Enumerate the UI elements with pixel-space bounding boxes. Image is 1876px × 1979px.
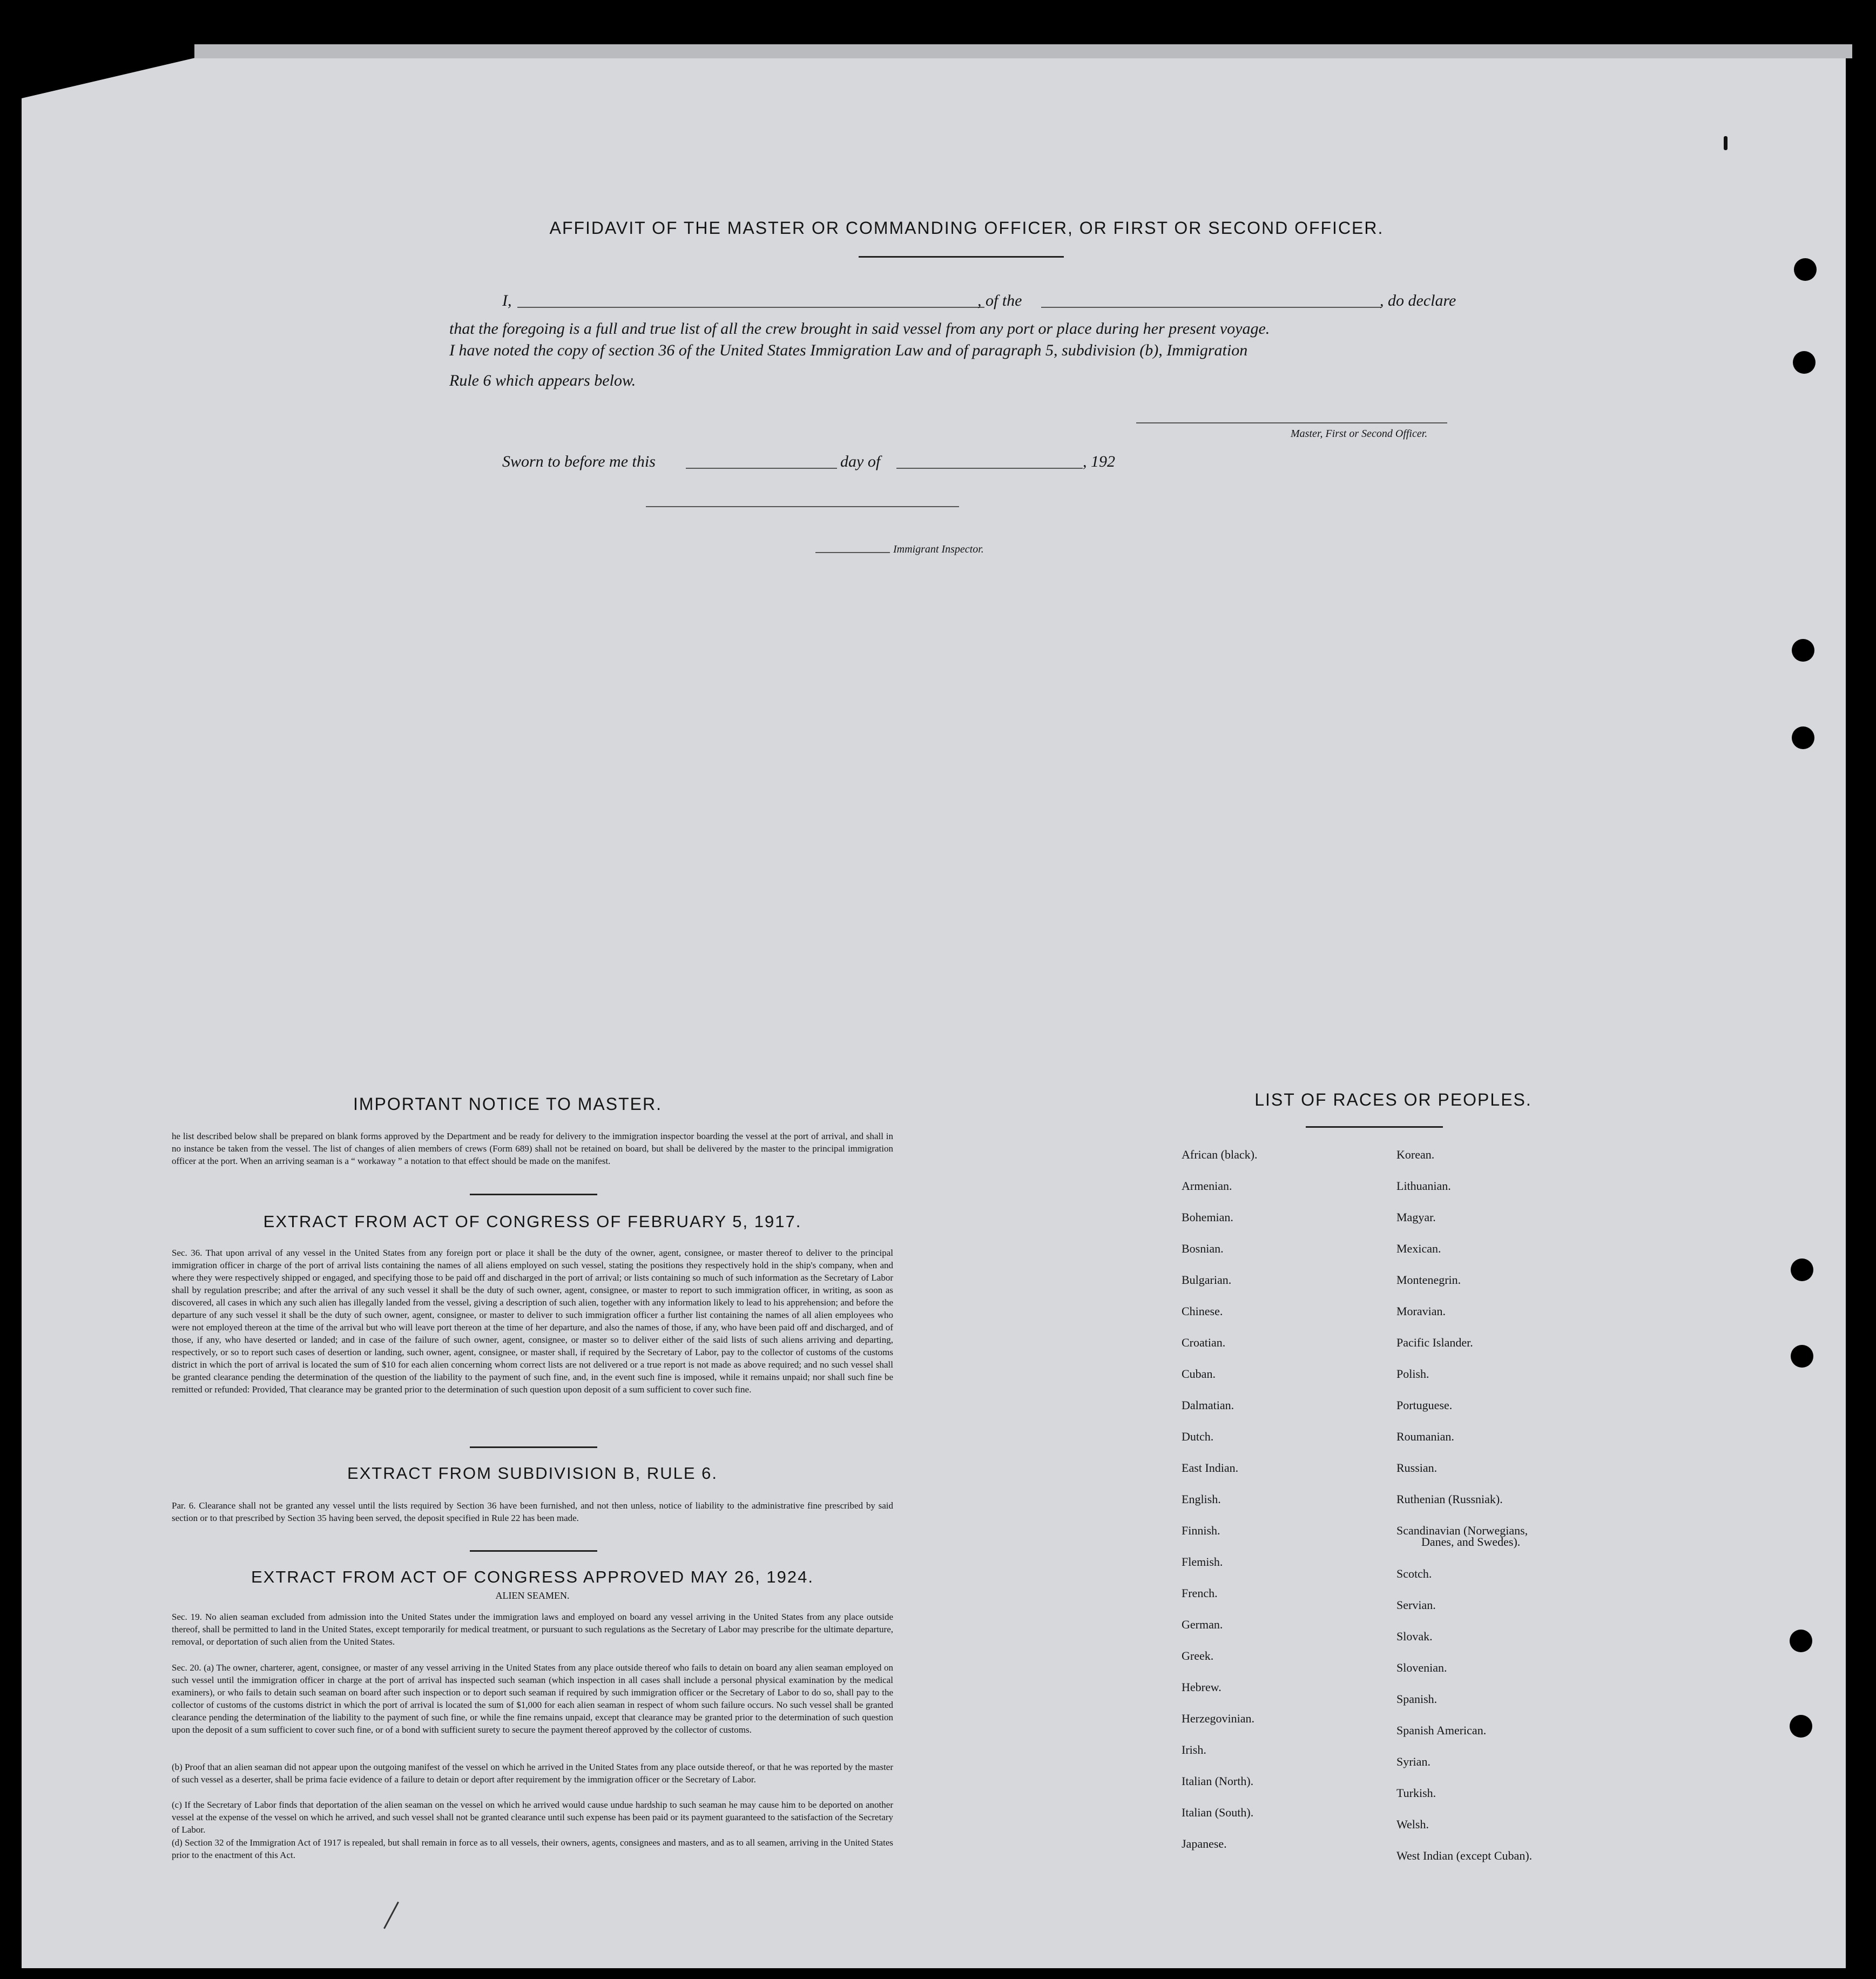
affidavit-line-4: Rule 6 which appears below. [449, 372, 636, 389]
race-item: Ruthenian (Russniak). [1396, 1492, 1503, 1506]
master-signature-label: Master, First or Second Officer. [1291, 428, 1428, 440]
race-item: Montenegrin. [1396, 1273, 1461, 1287]
race-item: Armenian. [1182, 1179, 1232, 1193]
race-item: Bohemian. [1182, 1210, 1233, 1224]
race-item: Syrian. [1396, 1755, 1430, 1768]
page-mark [1724, 136, 1727, 150]
vessel-blank [1041, 307, 1381, 308]
race-item: Lithuanian. [1396, 1179, 1451, 1193]
rule-6-body: Par. 6. Clearance shall not be granted any vessel until the lists required by Section 36 have been furnished, and not then unless, notice of liability to the administrative fine prescribed by said section or to that prescribed by Section 35 having been served, the deposit specified in Rule 22 has been made. [172, 1500, 893, 1523]
notice-title: IMPORTANT NOTICE TO MASTER. [353, 1094, 662, 1114]
race-item: Turkish. [1396, 1786, 1436, 1800]
master-signature-line [1136, 422, 1447, 423]
sworn-year: , 192 [1083, 453, 1115, 470]
name-blank [517, 307, 984, 308]
race-item: Cuban. [1182, 1367, 1216, 1381]
notice-body: he list described below shall be prepared on blank forms approved by the Department and be ready for delivery to the immigration inspector boarding the vessel at the port of arrival, and shall in no instance be taken from the vessel. The list of changes of alien members of crews (Form 689) shall not be retained on board, but shall be delivered by the master to the principal immigration officer at the port. When an arriving seaman is a “ workaway ” a notation to that effect should be made on the manifest. [172, 1131, 893, 1166]
race-item: Scotch. [1396, 1567, 1432, 1580]
race-item: Servian. [1396, 1598, 1436, 1612]
affidavit-line-2: that the foregoing is a full and true list of all the crew brought in said vessel from any port or place during her present voyage. [449, 320, 1270, 338]
race-item: English. [1182, 1492, 1221, 1506]
race-item: Scandinavian (Norwegians, [1396, 1524, 1528, 1537]
race-item: Hebrew. [1182, 1680, 1222, 1694]
binder-hole [1794, 258, 1817, 281]
inspector-label: Immigrant Inspector. [893, 543, 984, 555]
race-item: Magyar. [1396, 1210, 1436, 1224]
rule-6-title: EXTRACT FROM SUBDIVISION B, RULE 6. [347, 1464, 718, 1483]
affidavit-title: AFFIDAVIT OF THE MASTER OR COMMANDING OFFICER, OR FIRST OR SECOND OFFICER. [549, 218, 1384, 238]
race-item: Portuguese. [1396, 1398, 1453, 1412]
race-item: Chinese. [1182, 1304, 1223, 1318]
inspector-signature-line [646, 506, 959, 507]
race-item: Mexican. [1396, 1242, 1441, 1255]
race-item: West Indian (except Cuban). [1396, 1849, 1533, 1862]
races-divider [1306, 1126, 1443, 1128]
race-item: Bosnian. [1182, 1242, 1224, 1255]
sworn-day-blank [686, 468, 837, 469]
sworn-text: Sworn to before me this [502, 453, 656, 470]
affidavit-line-3: I have noted the copy of section 36 of the United States Immigration Law and of paragraph 5, subdivision (b), Immigration [449, 341, 1248, 359]
race-item: Dalmatian. [1182, 1398, 1234, 1412]
race-item: Slovenian. [1396, 1661, 1447, 1674]
sworn-month-blank [896, 468, 1083, 469]
affidavit-i: I, [502, 292, 512, 309]
extract-1924-sec20d: (d) Section 32 of the Immigration Act of 1917 is repealed, but shall remain in force as to all vessels, their owners, agents, consignees and masters, and as to all seamen, arriving in the United States prior to the enactment of this Act. [172, 1837, 893, 1860]
race-item: Roumanian. [1396, 1430, 1454, 1443]
race-item: Japanese. [1182, 1837, 1227, 1850]
race-item: East Indian. [1182, 1461, 1239, 1475]
race-item: Herzegovinian. [1182, 1712, 1254, 1725]
race-item: Slovak. [1396, 1630, 1433, 1643]
races-title: LIST OF RACES OR PEOPLES. [1254, 1090, 1532, 1109]
race-item: Italian (North). [1182, 1774, 1254, 1788]
extract-1924-sec20c: (c) If the Secretary of Labor finds that deportation of the alien seaman on the vessel on which he arrived would cause undue hardship to such seaman he may cause him to be deported on another vessel at the expense of the vessel on which he arrived, and such vessel shall not be granted clearance until such expense has been paid or its payment guaranteed to the satisfaction of the Secretary of Labor. [172, 1800, 893, 1835]
race-item: Italian (South). [1182, 1806, 1254, 1819]
race-item: Moravian. [1396, 1304, 1446, 1318]
race-item: Dutch. [1182, 1430, 1214, 1443]
race-item: Irish. [1182, 1743, 1206, 1756]
section-divider [470, 1550, 597, 1552]
extract-1917-body: Sec. 36. That upon arrival of any vessel in the United States from any foreign port or place it shall be the duty of the owner, agent, consignee, or master thereof to deliver to the principal immigration officer in charge of the port of arrival lists containing the names of all aliens employed on such vessel, stating the positions they respectively hold in the ship's company, when and where they were respectively shipped or engaged, and specifying those to be paid off and discharged in the port of arrival; or lists containing so much of such information as the Secretary of Labor shall by regulation prescribe; and after the arrival of any such vessel it shall be the duty of such owner, agent, consignee, or master to report to such immigration officer, in writing, as soon as discovered, all cases in which any such alien has illegally landed from the vessel, giving a description of such alien, together with any information likely to lead to his apprehension; and before the departure of any such vessel it shall be the duty of such owner, agent, consignee, or master to deliver to such immigration officer a further list containing the names of all alien employees who were not employed thereon at the time of the arrival but who will leave port thereon at the time of her departure, and also the names of those, if any, who have been paid off and discharged, and of those, if any, who have deserted or landed; and in case of the failure of such owner, agent, consignee, or master so to deliver either of the said lists of such aliens arriving and departing, respectively, or so to report such cases of desertion or landing, such owner, agent, consignee, or master shall, if required by the Secretary of Labor, pay to the collector of customs of the customs district in which the port of arrival is located the sum of $10 for each alien concerning whom correct lists are not delivered or a true report is not made as above required; and no such vessel shall be granted clearance pending the determination of the question of the liability to the payment of such fine, and, in the event such fine is imposed, while it remains unpaid; nor shall such fine be remitted or refunded: Provided, That clearance may be granted prior to the determination of such question upon deposit of a sum sufficient to cover such fine. [172, 1248, 893, 1395]
binder-hole [1792, 639, 1814, 662]
affidavit-of-the: , of the [977, 292, 1022, 309]
extract-1924-subtitle: ALIEN SEAMEN. [495, 1590, 570, 1601]
race-item: French. [1182, 1586, 1218, 1600]
extract-1924-sec20a: Sec. 20. (a) The owner, charterer, agent, consignee, or master of any vessel arriving in the United States from any place outside thereof who fails to detain on board any alien seaman employed on such vessel until the immigration officer in charge at the port of arrival has inspected such seaman (which inspection in all cases shall include a personal physical examination by the medical examiners), or who fails to detain such seaman on board after such inspection or to deport such seaman if required by such immigration officer or the Secretary of Labor to do so, shall pay to the collector of customs of the customs district in which the port of arrival is located the sum of $1,000 for each alien seaman in respect of whom such failure occurs. No such vessel shall be granted clearance pending the determination of the liability to the payment of such fine, or while the fine remains unpaid, except that clearance may be granted prior to the determination of such question upon the deposit of a sum sufficient to cover such fine, or of a bond with sufficient surety to secure the payment thereof approved by the collector of customs. [172, 1662, 893, 1735]
race-item: Danes, and Swedes). [1421, 1535, 1521, 1549]
section-divider [470, 1446, 597, 1448]
race-item: Bulgarian. [1182, 1273, 1232, 1287]
binder-hole [1792, 726, 1814, 749]
race-item: Spanish. [1396, 1692, 1438, 1706]
race-item: Welsh. [1396, 1818, 1429, 1831]
race-item: African (black). [1182, 1148, 1258, 1161]
extract-1924-title: EXTRACT FROM ACT OF CONGRESS APPROVED MAY 26, 1924. [251, 1567, 814, 1586]
race-item: Russian. [1396, 1461, 1438, 1475]
race-item: Croatian. [1182, 1336, 1226, 1349]
title-divider [859, 256, 1064, 258]
race-item: Flemish. [1182, 1555, 1223, 1569]
binder-hole [1790, 1630, 1812, 1652]
race-item: Pacific Islander. [1396, 1336, 1473, 1349]
binder-hole [1790, 1715, 1812, 1738]
binder-hole [1793, 351, 1816, 374]
extract-1924-sec20b: (b) Proof that an alien seaman did not appear upon the outgoing manifest of the vessel on which he arrived in the United States from any place outside thereof, or that he was reported by the master of such vessel as a deserter, shall be prima facie evidence of a failure to detain or deport after requirement by the immigration officer or the Secretary of Labor. [172, 1762, 893, 1785]
extract-1917-title: EXTRACT FROM ACT OF CONGRESS OF FEBRUARY 5, 1917. [263, 1212, 802, 1231]
affidavit-do-declare: , do declare [1380, 292, 1456, 309]
race-item: Spanish American. [1396, 1724, 1487, 1737]
section-divider [470, 1194, 597, 1195]
race-item: Polish. [1396, 1367, 1429, 1381]
race-item: Korean. [1396, 1148, 1435, 1161]
page-top-edge [194, 44, 1852, 58]
race-item: German. [1182, 1618, 1223, 1631]
inspector-short-line [815, 552, 890, 553]
race-item: Greek. [1182, 1649, 1214, 1662]
extract-1924-sec19: Sec. 19. No alien seaman excluded from admission into the United States under the immigration laws and employed on board any vessel arriving in the United States from any place outside thereof, shall be permitted to land in the United States, except temporarily for medical treatment, or pursuant to such regulations as the Secretary of Labor may prescribe for the ultimate departure, removal, or deportation of such alien from the United States. [172, 1612, 893, 1647]
sworn-day-of: day of [840, 453, 881, 470]
binder-hole [1791, 1258, 1813, 1281]
binder-hole [1791, 1345, 1813, 1368]
race-item: Finnish. [1182, 1524, 1220, 1537]
